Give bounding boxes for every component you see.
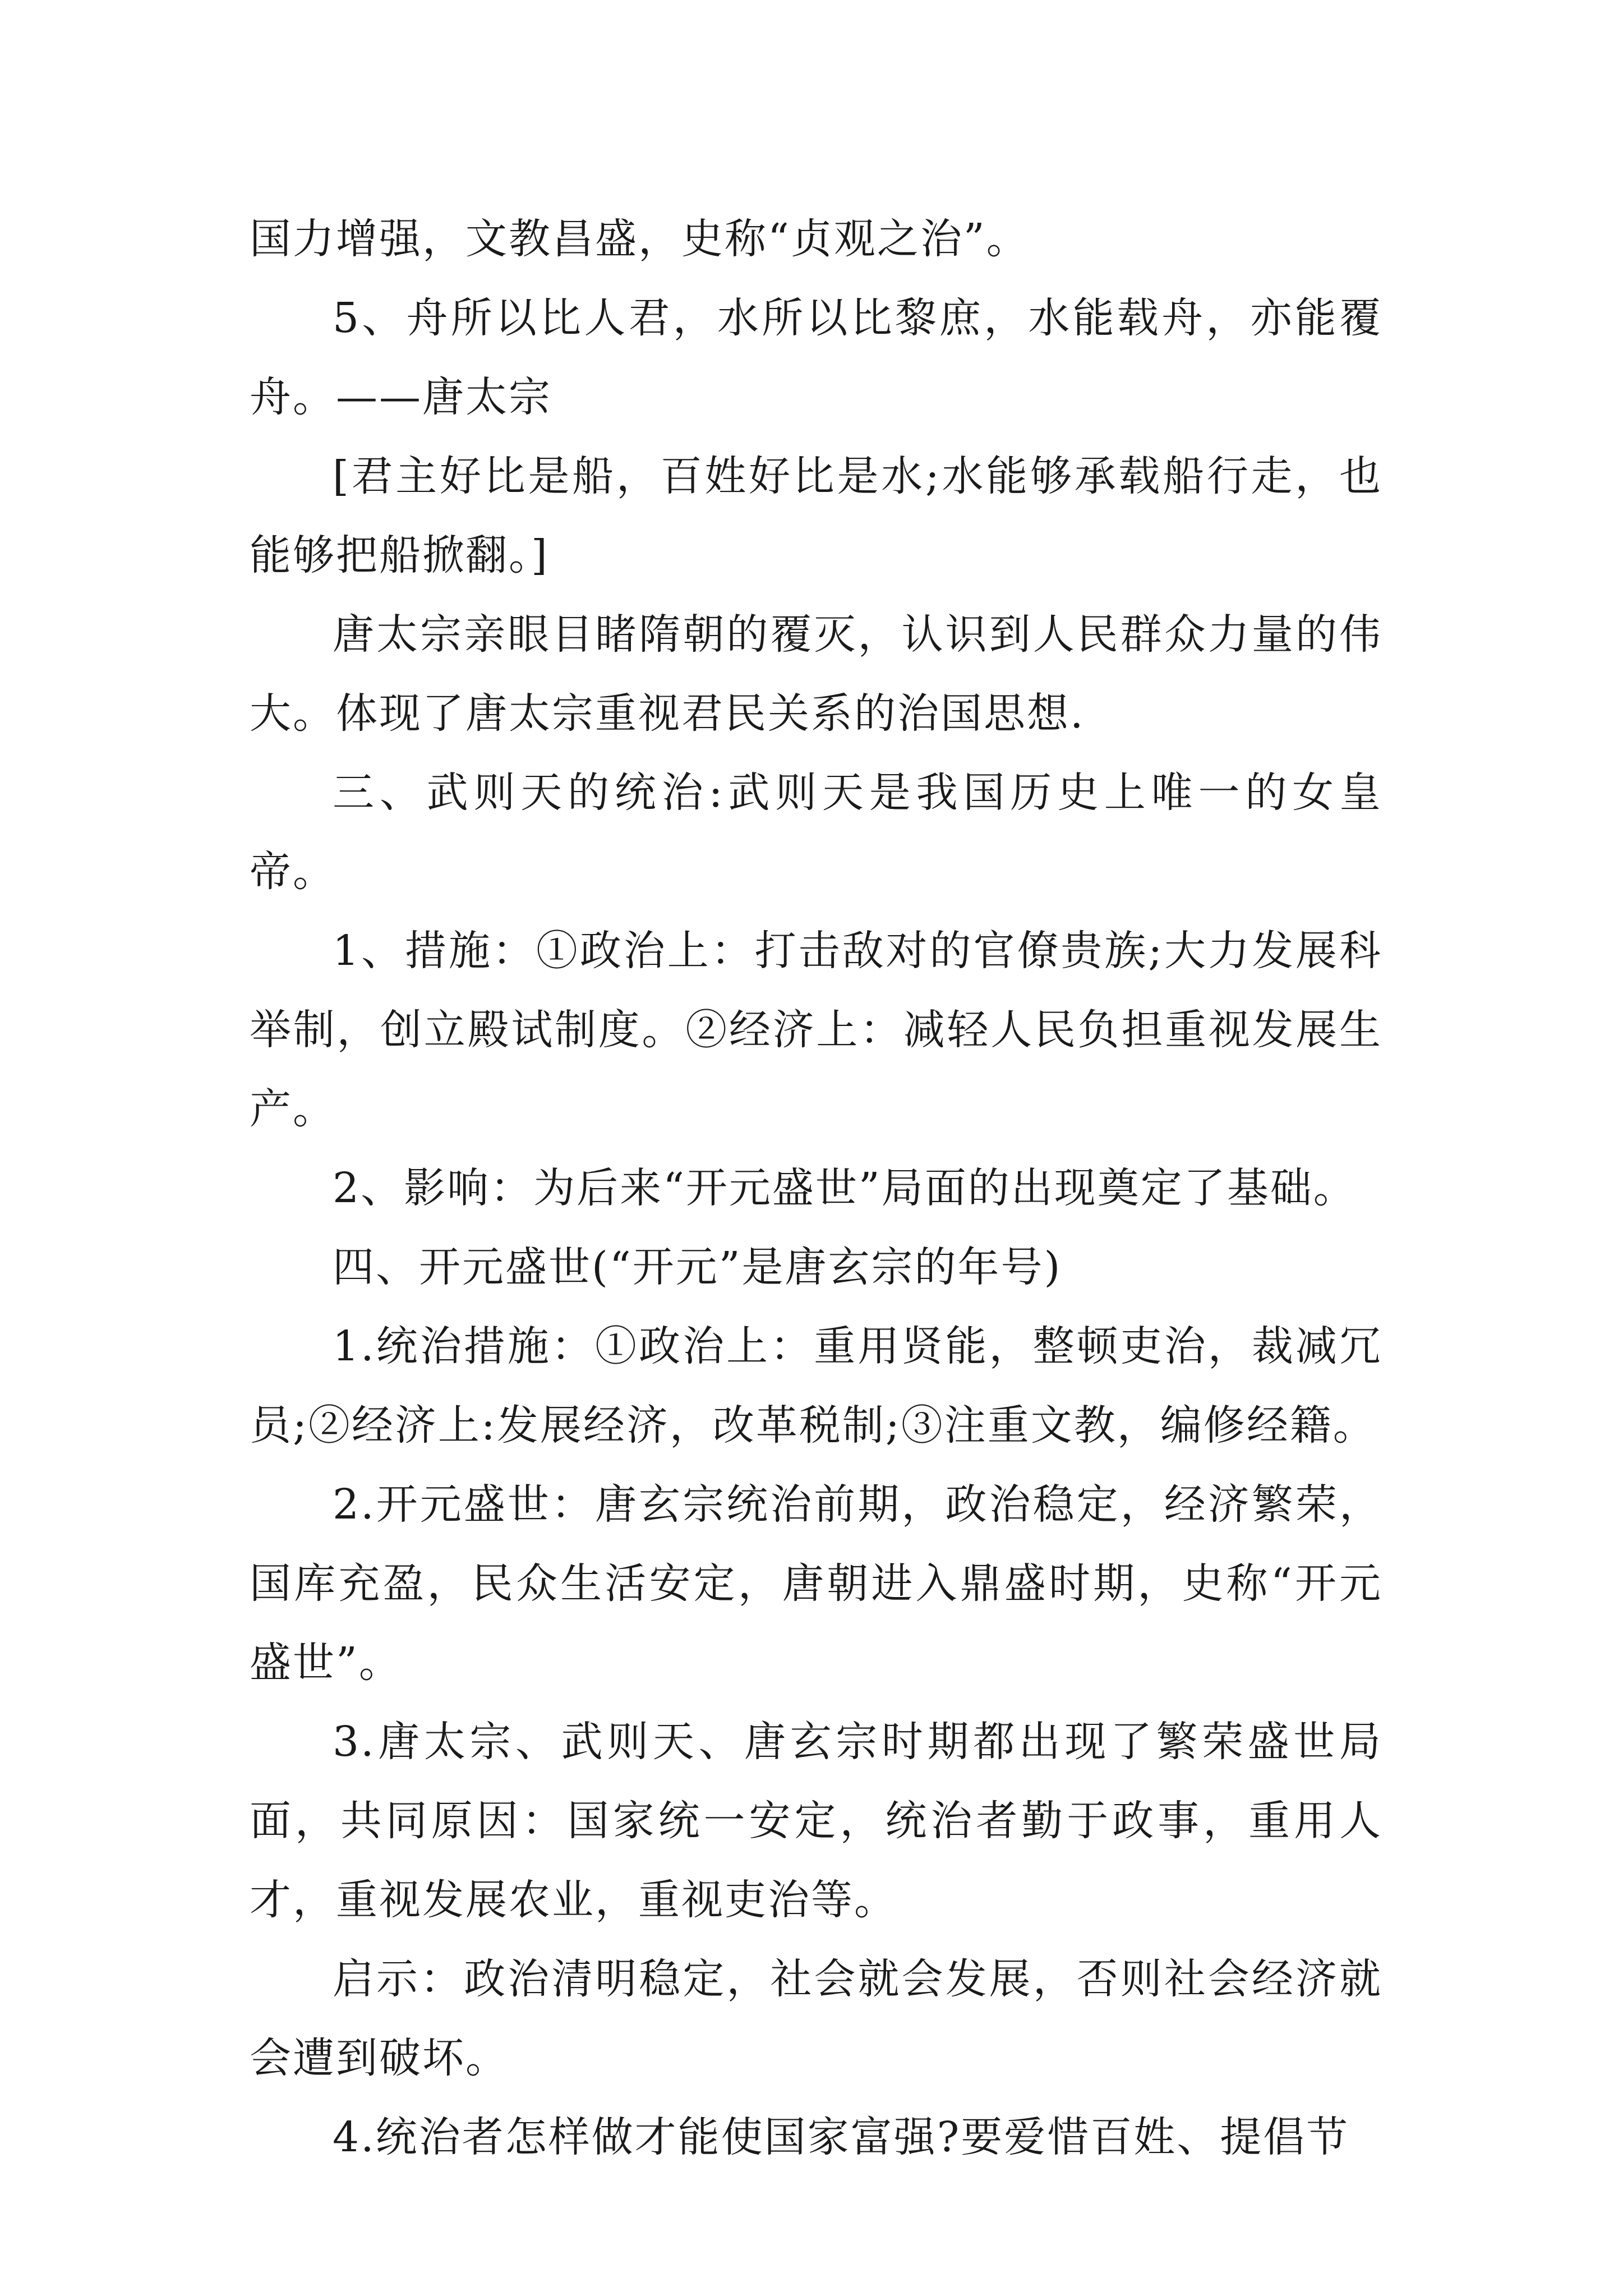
paragraph-1: 国力增强，文教昌盛，史称“贞观之治”。 (250, 215, 1030, 263)
paragraph-3: [君主好比是船，百姓好比是水;水能够承载船行走，也能够把船掀翻。] (250, 452, 1382, 579)
body-text (250, 200, 1382, 2177)
paragraph-7: 2、影响：为后来“开元盛世”局面的出现奠定了基础。 (333, 1164, 1357, 1212)
paragraph-9: 1.统治措施：①政治上：重用贤能，整顿吏治，裁减冗员;②经济上:发展经济，改革税制;③注重文教，编修经籍。 (250, 1322, 1382, 1450)
paragraph-12: 启示：政治清明稳定，社会就会发展，否则社会经济就会遭到破坏。 (250, 1955, 1382, 2082)
paragraph-8: 四、开元盛世(“开元”是唐玄宗的年号) (333, 1243, 1062, 1291)
paragraph-4: 唐太宗亲眼目睹隋朝的覆灭，认识到人民群众力量的伟大。体现了唐太宗重视君民关系的治国思想. (250, 610, 1382, 738)
paragraph-6: 1、措施：①政治上：打击敌对的官僚贵族;大力发展科举制，创立殿试制度。②经济上：减轻人民负担重视发展生产。 (250, 927, 1382, 1133)
paragraph-2: 5、舟所以比人君，水所以比黎庶，水能载舟，亦能覆舟。——唐太宗 (250, 294, 1382, 421)
paragraph-10: 2.开元盛世：唐玄宗统治前期，政治稳定，经济繁荣，国库充盈，民众生活安定，唐朝进入鼎盛时期，史称“开元盛世”。 (250, 1480, 1382, 1687)
paragraph-5: 三、武则天的统治:武则天是我国历史上唯一的女皇帝。 (250, 769, 1382, 896)
paragraph-13: 4.统治者怎样做才能使国家富强?要爱惜百姓、提倡节 (333, 2113, 1350, 2161)
paragraph-11: 3.唐太宗、武则天、唐玄宗时期都出现了繁荣盛世局面，共同原因：国家统一安定，统治者勤于政事，重用人才，重视发展农业，重视吏治等。 (250, 1718, 1382, 1924)
